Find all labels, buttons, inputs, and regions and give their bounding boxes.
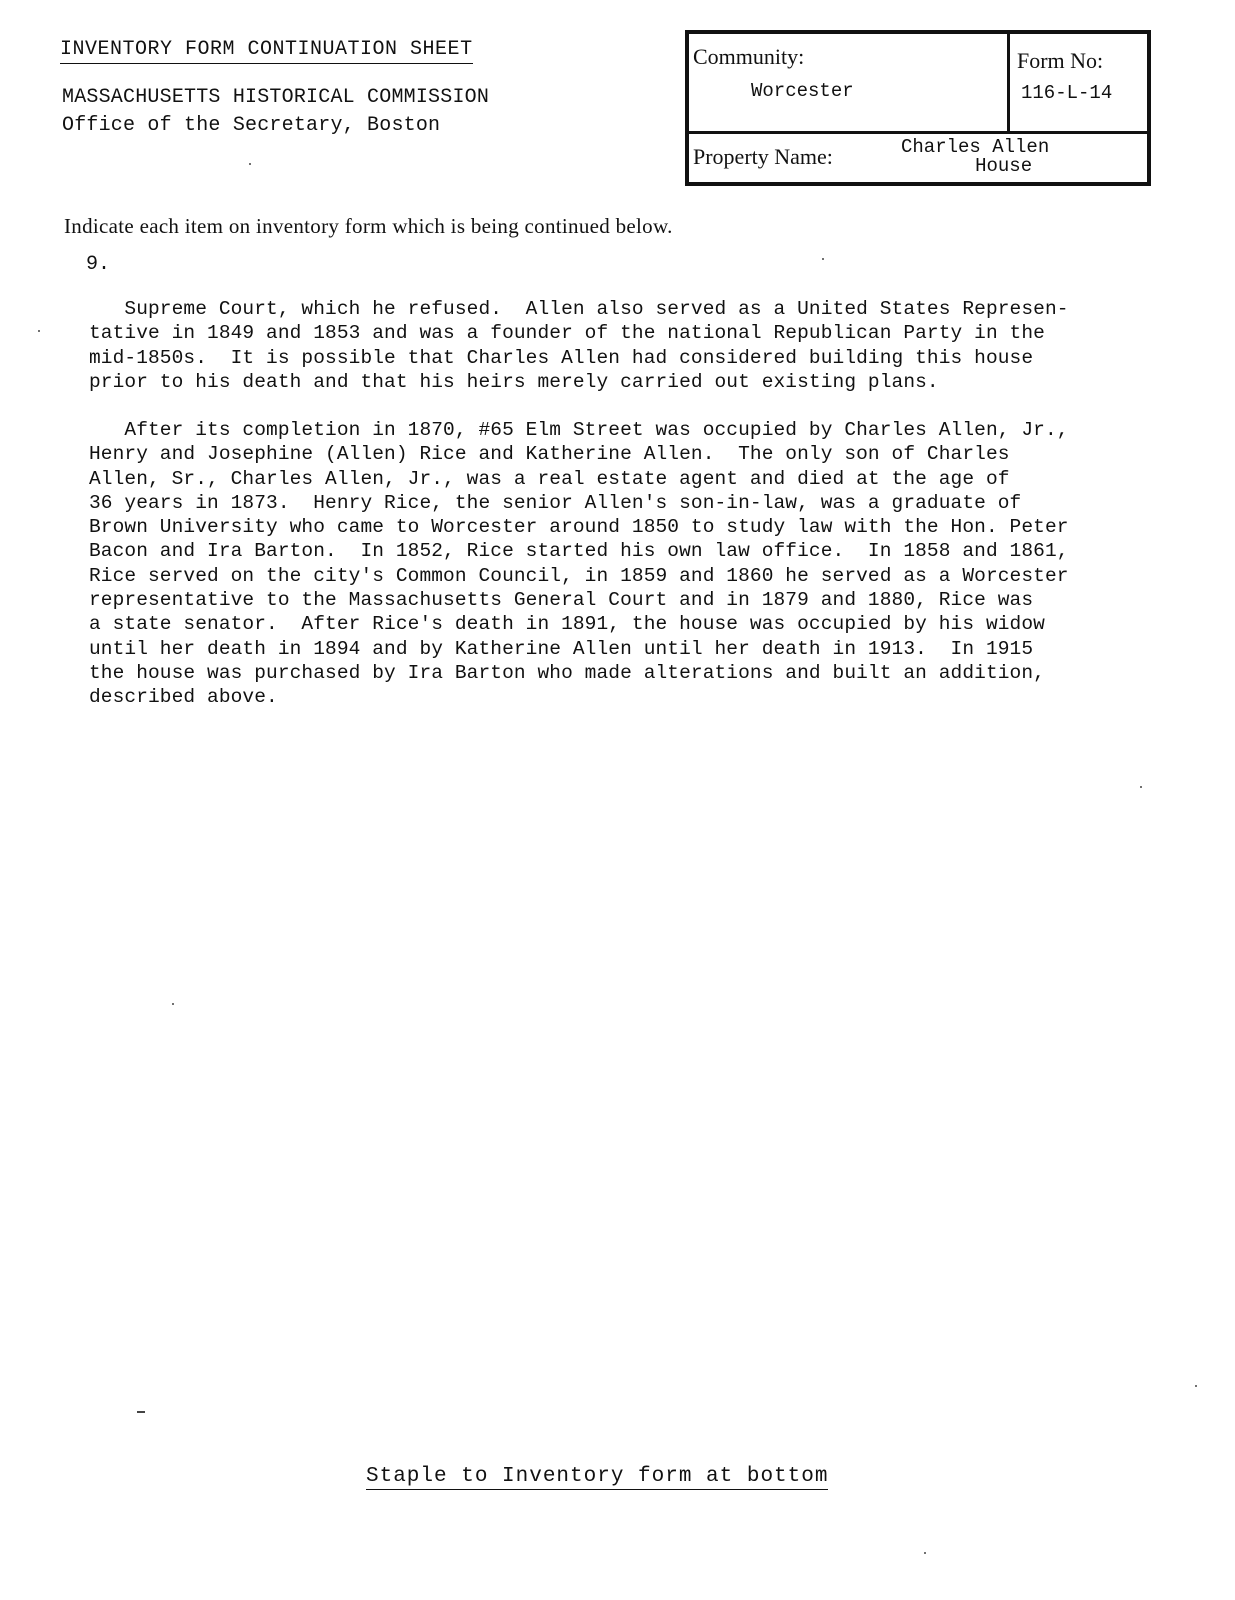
scan-speck: [137, 1411, 145, 1413]
property-name-label: Property Name:: [693, 144, 833, 169]
community-label: Community:: [693, 44, 805, 69]
community-value: Worcester: [751, 80, 854, 102]
staple-note: Staple to Inventory form at bottom: [366, 1465, 829, 1488]
scan-speck: [924, 1552, 926, 1554]
office-line: Office of the Secretary, Boston: [62, 114, 441, 137]
form-number-label: Form No:: [1017, 48, 1104, 73]
identification-box: [685, 30, 1151, 186]
scan-speck: [1140, 786, 1142, 788]
box-divider-vertical: [1007, 34, 1010, 134]
commission-name: MASSACHUSETTS HISTORICAL COMMISSION: [62, 86, 490, 109]
body-paragraph: Supreme Court, which he refused. Allen also served as a United States Represen- tative in 1849 and 1853 and was a founder of the national Republican Party in the mid-1850s. It is possible that Charles Allen had considered building this house prior to his death and that his heirs merely carried out existing plans.: [89, 298, 1069, 393]
scan-speck: [1195, 1385, 1197, 1387]
scan-speck: [822, 258, 824, 260]
scan-speck: [38, 330, 40, 332]
form-number-value: 116-L-14: [1021, 82, 1113, 104]
box-divider-horizontal: [689, 131, 1147, 134]
scan-speck: [249, 163, 251, 165]
instruction-text: Indicate each item on inventory form which is being continued below.: [64, 214, 673, 238]
property-name-value: Charles Allen House: [901, 136, 1050, 177]
scan-speck: [172, 1003, 174, 1005]
form-title: INVENTORY FORM CONTINUATION SHEET: [60, 38, 473, 64]
item-number: 9.: [86, 253, 111, 276]
body-paragraph: After its completion in 1870, #65 Elm Street was occupied by Charles Allen, Jr., Henry and Josephine (Allen) Rice and Katherine Allen. The only son of Charles Allen, Sr., Charles Allen, Jr., was a real estate agent and died at the age of 36 years in 1873. Henry Rice, the senior Allen's son-in-law, was a graduate of Brown University who came to Worcester around 1850 to study law with the Hon. Peter Bacon and Ira Barton. In 1852, Rice started his own law office. In 1858 and 1861, Rice served on the city's Common Council, in 1859 and 1860 he served as a Worcester representative to the Massachusetts General Court and in 1879 and 1880, Rice was a state senator. After Rice's death in 1891, the house was occupied by his widow until her death in 1894 and by Katherine Allen until her death in 1913. In 1915 the house was purchased by Ira Barton who made alterations and built an addition, described above.: [89, 419, 1069, 709]
